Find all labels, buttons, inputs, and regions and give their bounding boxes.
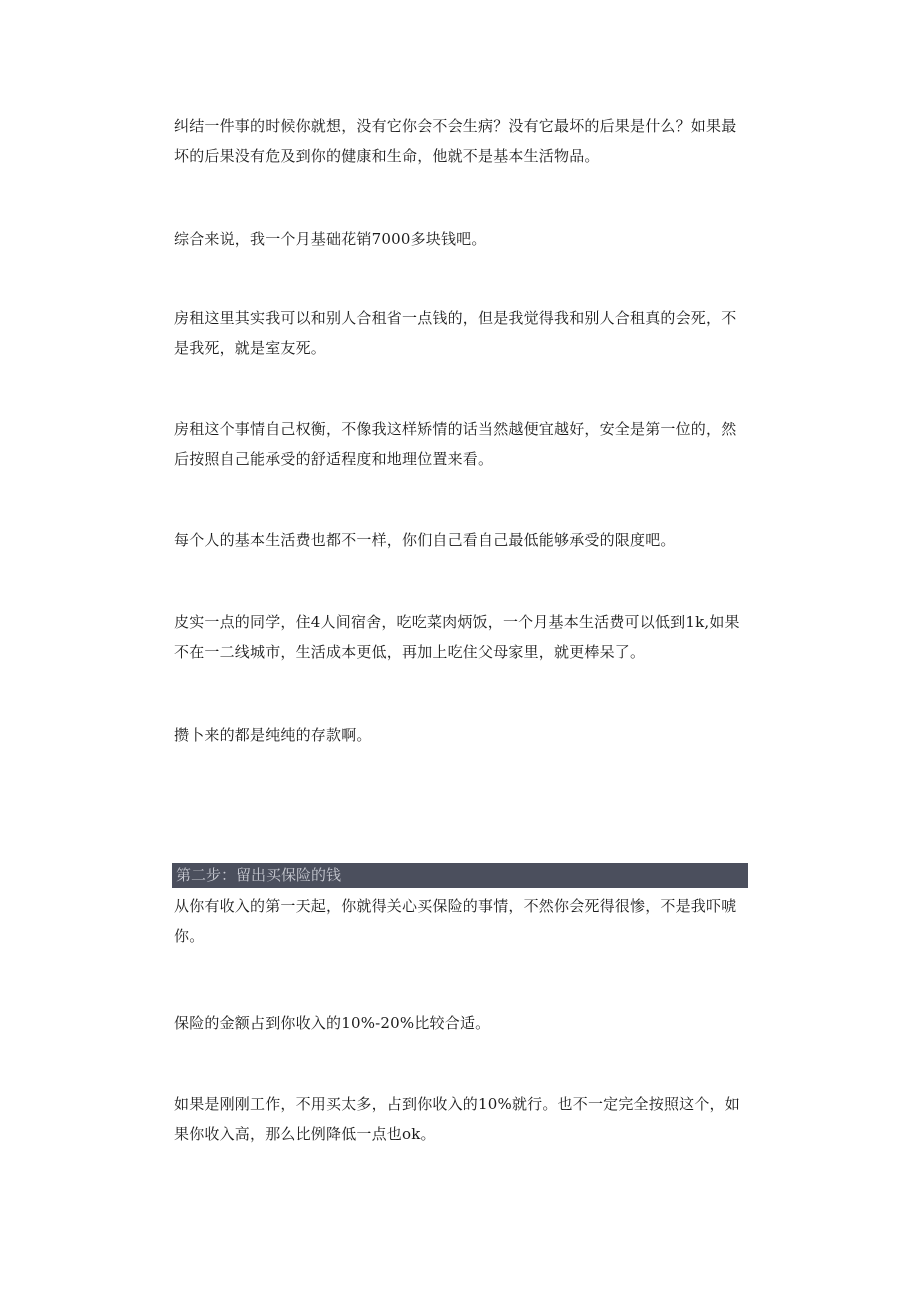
- paragraph-insurance-ratio: 保险的金额占到你收入的10%-20%比较合适。: [174, 1014, 491, 1032]
- section-heading: 第二步：留出买保险的钱: [176, 866, 342, 884]
- paragraph-basic-needs-test: 纠结一件事的时候你就想，没有它你会不会生病？没有它最坏的后果是什么？如果最坏的后果没有危及到你的健康和生命，他就不是基本生活物品。: [174, 117, 737, 165]
- paragraph-monthly-cost: 综合来说，我一个月基础花销7000多块钱吧。: [174, 230, 487, 248]
- paragraph-rent-tradeoff: 房租这个事情自己权衡，不像我这样矫情的话当然越便宜越好，安全是第一位的，然后按照自己能承受的舒适程度和地理位置来看。: [174, 420, 737, 468]
- paragraph-insurance-newcomer: 如果是刚刚工作，不用买太多，占到你收入的10%就行。也不一定完全按照这个，如果你收入高，那么比例降低一点也ok。: [174, 1095, 740, 1143]
- paragraph-shared-rent: 房租这里其实我可以和别人合租省一点钱的，但是我觉得我和别人合租真的会死，不是我死，就是室友死。: [174, 309, 737, 357]
- paragraph-insurance-start: 从你有收入的第一天起，你就得关心买保险的事情，不然你会死得很惨，不是我吓唬你。: [174, 897, 737, 945]
- section-heading-bar: [172, 863, 748, 888]
- paragraph-pure-savings: 攒卜来的都是纯纯的存款啊。: [174, 726, 372, 744]
- paragraph-frugal-students: 皮实一点的同学，住4人间宿舍，吃吃菜肉炳饭，一个月基本生活费可以低到1k,如果不在一二线城市，生活成本更低，再加上吃住父母家里，就更棒呆了。: [174, 613, 740, 661]
- paragraph-living-cost-varies: 每个人的基本生活费也都不一样，你们自己看自己最低能够承受的限度吧。: [174, 531, 676, 549]
